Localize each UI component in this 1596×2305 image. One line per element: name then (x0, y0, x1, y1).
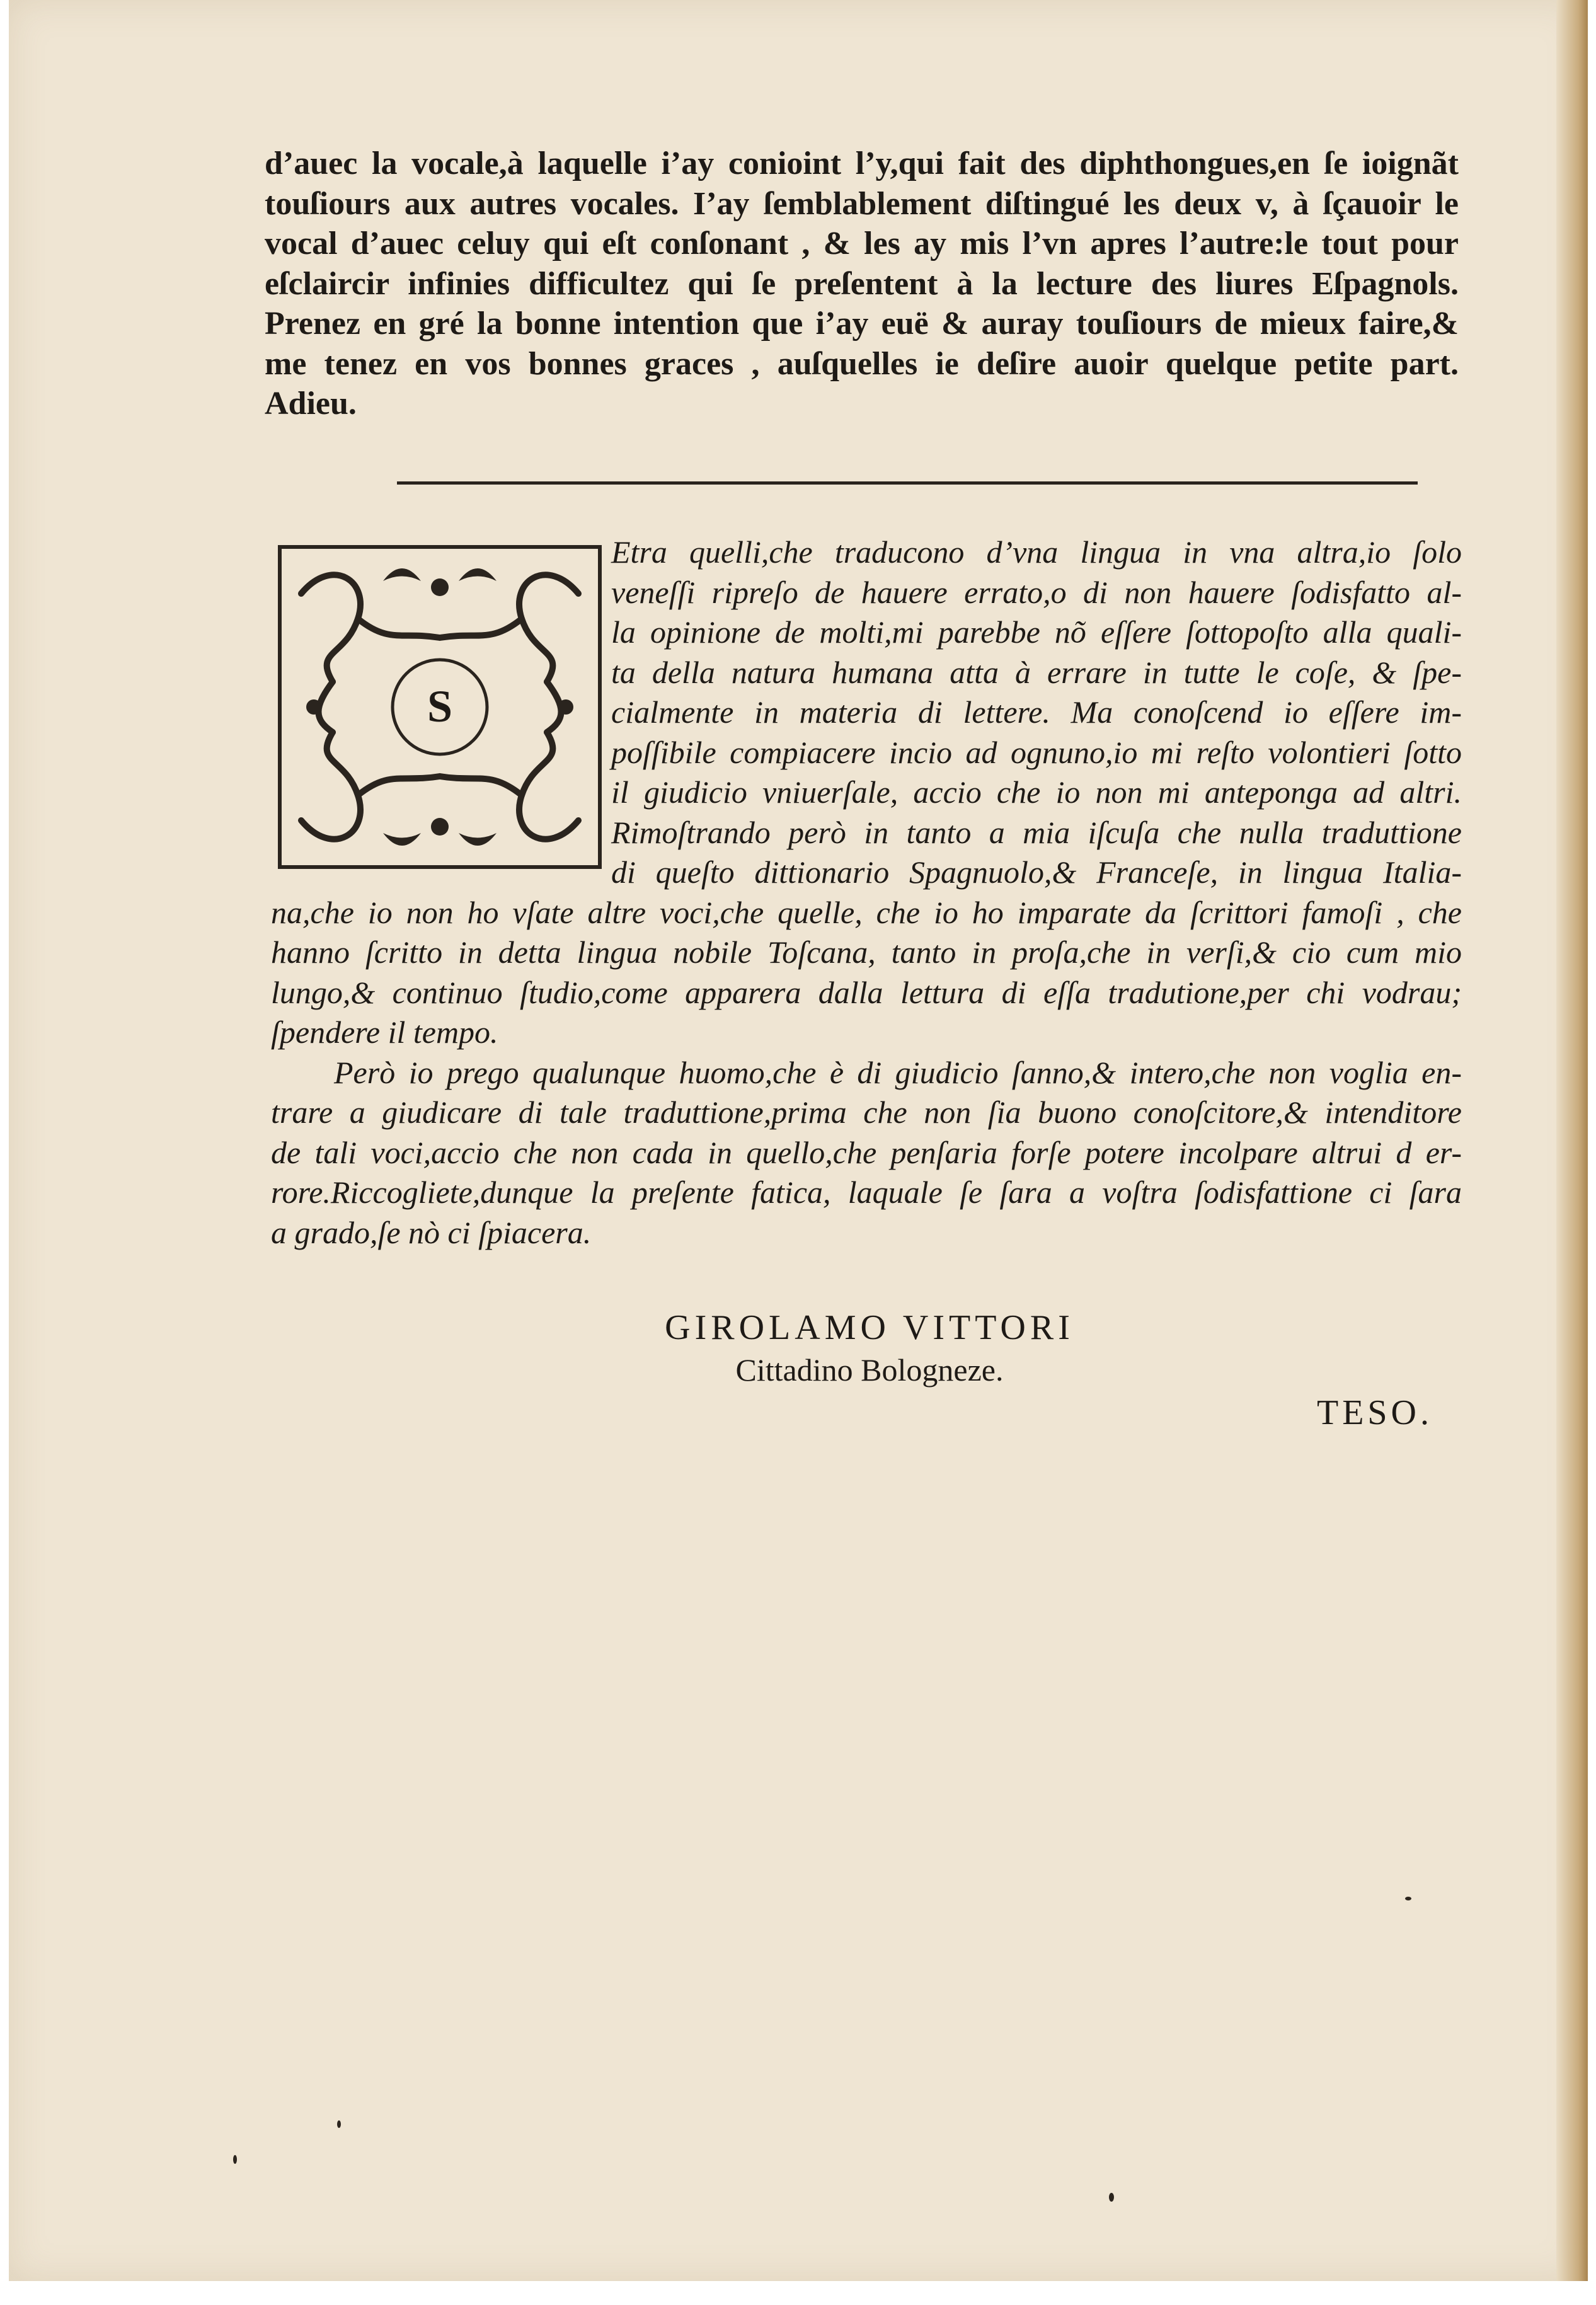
french-paragraph (265, 144, 1459, 424)
text-line: eſclaircir infinies difficultez qui ſe preſentent à la lecture des liures Eſpagnols. (265, 265, 1459, 302)
text-line: touſiours aux autres vocales. I’ay ſemblablement diſtingué les deux v, à ſçauoir le (265, 185, 1459, 222)
text-line: la opinione de molti,mi parebbe nõ eſſere ſottopoſto alla quali- (611, 614, 1462, 650)
horizontal-rule (397, 481, 1418, 485)
text-line: Etra quelli,che traducono d’vna lingua in vna altra,io ſolo (611, 534, 1462, 570)
text-line: cialmente in materia di lettere. Ma conoſcend io eſſere im- (611, 694, 1462, 730)
signature-title: Cittadino Bologneze. (735, 1352, 1004, 1388)
text-line: rore.Riccogliete,dunque la preſente fatica, laquale ſe ſara a voſtra ſodisfattione ci ſara (271, 1175, 1462, 1210)
text-line: Prenez en gré la bonne intention que i’ay euë & auray touſiours de mieux faire,& (265, 306, 1459, 342)
text-line: veneſſi ripreſo de hauere errato,o di non hauere ſodisfatto al- (611, 574, 1462, 610)
signature-name: GIROLAMO VITTORI (665, 1308, 1074, 1347)
text-line: hanno ſcritto in detta lingua nobile Toſcana, tanto in proſa,che in verſi,& cio cum mio (271, 934, 1462, 970)
ink-speck (233, 2155, 237, 2164)
text-line: trare a giudicare di tale traduttione,prima che non ſia buono conoſcitore,& intenditore (271, 1095, 1462, 1130)
ink-speck (1109, 2193, 1114, 2202)
text-line: de tali voci,accio che non cada in quello,che penſaria forſe potere incolpare altrui d er- (271, 1134, 1462, 1170)
text-line: ſpendere il tempo. (271, 1015, 498, 1050)
ink-speck (1405, 1897, 1411, 1900)
text-line: vocal d’auec celuy qui eſt conſonant , & les ay mis l’vn apres l’autre:le tout pour (265, 226, 1459, 262)
text-line: Adieu. (265, 386, 357, 422)
text-line: il giudicio vniuerſale, accio che io non mi anteponga ad altri. (611, 774, 1462, 810)
text-line: d’auec la vocale,à laquelle i’ay conioint l’y,qui fait des diphthongues,en ſe ioignãt (265, 146, 1459, 181)
text-line: ta della natura humana atta à errare in tutte le coſe, & ſpe- (611, 654, 1462, 690)
text-line: me tenez en vos bonnes graces , auſquelles ie deſire auoir quelque petite part. (265, 345, 1459, 382)
ink-speck (337, 2120, 341, 2128)
text-line: lungo,& continuo ſtudio,come apparera dalla lettura di eſſa tradutione,per chi vodrau; (271, 974, 1462, 1010)
text-line: a grado,ſe nò ci ſpiacera. (271, 1214, 592, 1250)
initial-letter: S (427, 681, 453, 732)
text-line: Però io prego qualunque huomo,che è di giudicio ſanno,& intero,che non voglia en- (334, 1054, 1462, 1090)
italian-paragraph (271, 532, 1462, 1253)
catchword: TESO. (1317, 1393, 1433, 1432)
text-line: Rimoſtrando però in tanto a mia iſcuſa che nulla traduttione (611, 814, 1462, 850)
text-line: na,che io non ho vſate altre voci,che quelle, che io ho imparate da ſcrittori famoſi , che (271, 894, 1462, 930)
text-line: poſſibile compiacere incio ad ognuno,io mi reſto volontieri ſotto (611, 734, 1462, 770)
page-edge (1556, 0, 1588, 2281)
text-line: di queſto dittionario Spagnuolo,& Franceſe, in lingua Italia- (611, 854, 1462, 890)
